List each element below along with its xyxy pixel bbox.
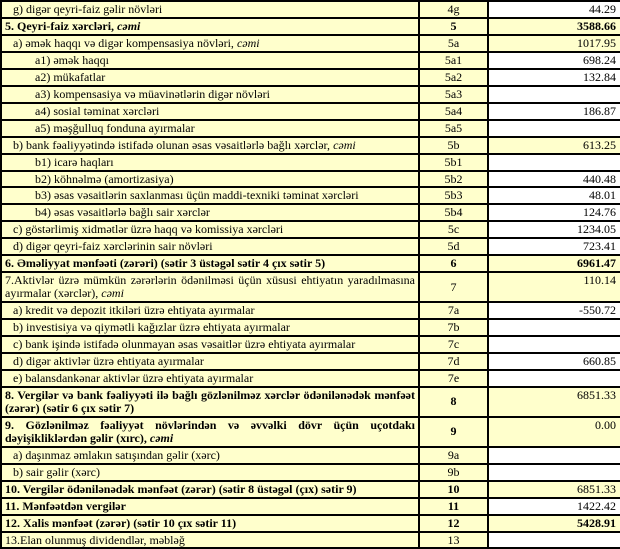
table-row [1, 353, 620, 370]
row-label [1, 238, 419, 255]
row-label [1, 103, 419, 120]
row-label [1, 498, 419, 515]
row-label-text: a4) sosial təminat xərcləri [35, 103, 160, 118]
row-label [1, 319, 419, 336]
row-label-text: 6. Əməliyyat mənfəəti (zərəri) (sətir 3 üstəgəl sətir 4 çıx sətir 5) [5, 256, 326, 271]
row-value: 613.25 [488, 137, 620, 154]
row-label [1, 370, 419, 387]
row-value: 44.29 [488, 1, 620, 18]
row-code: 9 [419, 417, 488, 447]
row-code: 5a3 [419, 86, 488, 103]
row-label-text: a5) məşğulluq fonduna ayırmalar [35, 120, 195, 135]
row-label [1, 120, 419, 137]
row-label-text: 9. Gözlənilməz fəaliyyət növlərindən və əvvəlki dövr üçün uçotdakı dəyişikliklərdən gəlir (xırc), [5, 417, 415, 445]
row-value: 1234.05 [488, 221, 620, 238]
table-row [1, 481, 620, 498]
row-code: 13 [419, 532, 488, 549]
row-label-italic-suffix: cəmi [333, 137, 356, 152]
table-row [1, 272, 620, 302]
row-value: 6851.33 [488, 387, 620, 417]
row-label-text: b2) köhnəlmə (amortizasiya) [35, 171, 174, 186]
row-label-text: 10. Vergilər ödənilənədək mənfəət (zərər) (sətir 8 üstəgəl (çıx) sətir 9) [5, 481, 357, 496]
row-value: 3588.66 [488, 18, 620, 35]
row-label [1, 447, 419, 464]
row-value [488, 319, 620, 336]
row-code: 5b4 [419, 204, 488, 221]
row-code: 7c [419, 336, 488, 353]
table-row [1, 204, 620, 221]
row-value: 1422.42 [488, 498, 620, 515]
row-code: 7 [419, 272, 488, 302]
row-code: 8 [419, 387, 488, 417]
table-row [1, 319, 620, 336]
table-row [1, 86, 620, 103]
row-label [1, 86, 419, 103]
row-label-text: b4) əsas vəsaitlərlə bağlı sair xərclər [35, 205, 210, 220]
row-code: 11 [419, 498, 488, 515]
row-label [1, 464, 419, 481]
row-code: 5 [419, 18, 488, 35]
row-code: 12 [419, 515, 488, 532]
row-value: 440.48 [488, 171, 620, 188]
table-row [1, 35, 620, 52]
row-label [1, 52, 419, 69]
row-label [1, 1, 419, 18]
row-code: 7b [419, 319, 488, 336]
row-label [1, 353, 419, 370]
row-value: 132.84 [488, 69, 620, 86]
row-label [1, 417, 419, 447]
row-label-text: 7.Aktivlər üzrə mümkün zərərlərin ödənilməsi üçün xüsusi ehtiyatın yaradılmasına ayırmalar (xərclər), [5, 273, 415, 301]
row-label-text: b) investisiya və qiymətli kağızlar üzrə ehtiyata ayırmalar [13, 320, 290, 335]
row-label-text: a) əmək haqqı və digər kompensasiya növləri, [13, 35, 237, 50]
row-label-text: a) kredit və depozit itkiləri üzrə ehtiyata ayırmalar [13, 303, 255, 318]
row-code: 7a [419, 302, 488, 319]
row-code: 5a2 [419, 69, 488, 86]
row-label [1, 204, 419, 221]
table-row [1, 515, 620, 532]
row-code: 9a [419, 447, 488, 464]
row-label-text: a3) kompensasiya və müavinətlərin digər növləri [35, 86, 270, 101]
row-label [1, 171, 419, 188]
row-label-text: d) digər aktivlər üzrə ehtiyata ayırmalar [13, 354, 204, 369]
row-label [1, 137, 419, 154]
row-label-italic-suffix: cəmi [149, 430, 174, 445]
table-row [1, 498, 620, 515]
row-value: 6961.47 [488, 255, 620, 272]
row-code: 4g [419, 1, 488, 18]
row-code: 7e [419, 370, 488, 387]
row-label [1, 272, 419, 302]
table-row [1, 187, 620, 204]
row-label-text: 11. Mənfəətdən vergilər [5, 498, 126, 513]
table-row [1, 154, 620, 171]
row-label-text: g) digər qeyri-faiz gəlir növləri [13, 2, 163, 16]
table-row [1, 221, 620, 238]
row-label [1, 255, 419, 272]
row-code: 6 [419, 255, 488, 272]
row-label [1, 532, 419, 549]
row-value: 110.14 [488, 272, 620, 302]
row-value: 0.00 [488, 417, 620, 447]
row-value [488, 464, 620, 481]
row-label-text: a1) əmək haqqı [35, 52, 109, 67]
row-code: 5b1 [419, 154, 488, 171]
table-row [1, 69, 620, 86]
row-code: 5b3 [419, 187, 488, 204]
row-label-text: a) daşınmaz əmlakın satışından gəlir (xərc) [13, 447, 220, 462]
row-label-text: b) bank fəaliyyətində istifadə olunan əsas vəsaitlərlə bağlı xərclər, [13, 137, 334, 152]
row-label-text: b1) icarə haqları [35, 154, 114, 169]
row-value: 48.01 [488, 187, 620, 204]
row-value [488, 370, 620, 387]
row-code: 5a5 [419, 120, 488, 137]
row-code: 5a4 [419, 103, 488, 120]
table-row [1, 417, 620, 447]
row-label [1, 18, 419, 35]
row-value: -550.72 [488, 302, 620, 319]
row-value [488, 447, 620, 464]
row-label [1, 336, 419, 353]
row-label-italic-suffix: cəmi [236, 35, 260, 50]
row-value: 660.85 [488, 353, 620, 370]
row-label-italic-suffix: cəmi [117, 18, 141, 33]
row-label [1, 481, 419, 498]
row-label [1, 515, 419, 532]
row-label-italic-suffix: cəmi [101, 286, 124, 301]
table-row [1, 18, 620, 35]
row-label [1, 69, 419, 86]
table-row [1, 387, 620, 417]
table-row [1, 1, 620, 18]
row-value: 723.41 [488, 238, 620, 255]
row-label [1, 154, 419, 171]
table-body [1, 1, 620, 548]
table-row [1, 447, 620, 464]
row-code: 5d [419, 238, 488, 255]
row-label-text: a2) mükafatlar [35, 69, 106, 84]
row-value: 5428.91 [488, 515, 620, 532]
row-code: 5a [419, 35, 488, 52]
row-label-text: 5. Qeyri-faiz xərcləri, [5, 18, 118, 33]
row-code: 5c [419, 221, 488, 238]
table-row [1, 255, 620, 272]
row-label-text: b) sair gəlir (xərc) [13, 464, 100, 479]
row-value: 698.24 [488, 52, 620, 69]
table-row [1, 103, 620, 120]
row-value: 6851.33 [488, 481, 620, 498]
row-code: 5b2 [419, 171, 488, 188]
row-label-text: c) bank işində istifadə olunmayan əsas vəsaitlər üzrə ehtiyata ayırmalar [13, 337, 356, 352]
row-value [488, 336, 620, 353]
table-row [1, 370, 620, 387]
row-value: 124.76 [488, 204, 620, 221]
row-code: 9b [419, 464, 488, 481]
row-label [1, 387, 419, 417]
row-value: 1017.95 [488, 35, 620, 52]
row-label-text: 12. Xalis mənfəət (zərər) (sətir 10 çıx sətir 11) [5, 515, 237, 530]
table-row [1, 171, 620, 188]
row-code: 5a1 [419, 52, 488, 69]
row-label-text: c) göstərlimiş xidmətlər üzrə haqq və komissiya xərcləri [13, 222, 284, 237]
table-row [1, 52, 620, 69]
row-value [488, 86, 620, 103]
table-row [1, 336, 620, 353]
row-label [1, 302, 419, 319]
row-label-text: 13.Elan olunmuş dividendlər, məbləğ [5, 532, 185, 547]
row-code: 5b [419, 137, 488, 154]
row-label-text: b3) əsas vəsaitlərin saxlanması üçün maddi-texniki təminat xərcləri [35, 188, 359, 203]
row-value [488, 532, 620, 549]
row-value [488, 154, 620, 171]
table-row [1, 532, 620, 549]
table-row [1, 238, 620, 255]
row-label-text: d) digər qeyri-faiz xərclərinin sair növləri [13, 239, 213, 254]
table-row [1, 302, 620, 319]
table-row [1, 120, 620, 137]
row-label-text: e) balansdankənar aktivlər üzrə ehtiyata ayırmalar [13, 370, 254, 385]
table-row [1, 464, 620, 481]
row-value: 186.87 [488, 103, 620, 120]
table-row [1, 137, 620, 154]
row-value [488, 120, 620, 137]
row-label-text: 8. Vergilər və bank fəaliyyəti ilə bağlı gözlənilməz xərclər ödənilənədək mənfəət (zərər) (sətir 6 çıx sətir 7) [5, 387, 415, 415]
row-label [1, 221, 419, 238]
row-code: 7d [419, 353, 488, 370]
row-label [1, 187, 419, 204]
row-code: 10 [419, 481, 488, 498]
row-label [1, 35, 419, 52]
